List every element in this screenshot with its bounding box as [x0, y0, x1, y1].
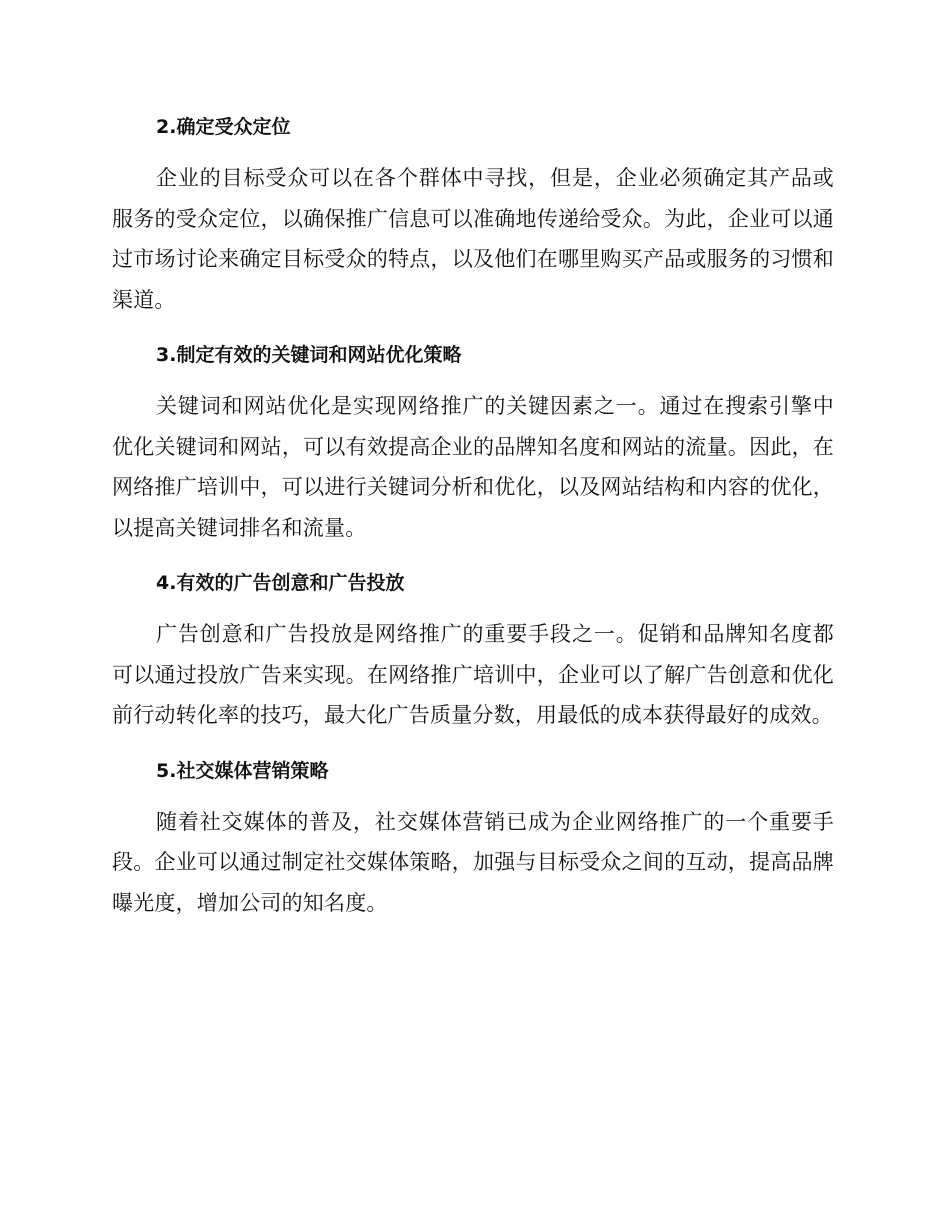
- document-page: [112, 108, 834, 939]
- section-body-social-media: 随着社交媒体的普及，社交媒体营销已成为企业网络推广的一个重要手段。企业可以通过制定社交媒体策略，加强与目标受众之间的互动，提高品牌曝光度，增加公司的知名度。: [112, 809, 834, 915]
- section-heading-advertising: 4.有效的广告创意和广告投放: [156, 572, 405, 594]
- section-body-advertising: 广告创意和广告投放是网络推广的重要手段之一。促销和品牌知名度都可以通过投放广告来实现。在网络推广培训中，企业可以了解广告创意和优化前行动转化率的技巧，最大化广告质量分数，用最低的成本获得最好的成效。: [112, 622, 834, 727]
- section-heading-social-media: 5.社交媒体营销策略: [156, 759, 329, 782]
- section-heading-audience: 2.确定受众定位: [156, 116, 291, 138]
- section-heading-keywords: 3.制定有效的关键词和网站优化策略: [156, 344, 462, 366]
- section-body-audience: 企业的目标受众可以在各个群体中寻找，但是，企业必须确定其产品或服务的受众定位，以确保推广信息可以准确地传递给受众。为此，企业可以通过市场讨论来确定目标受众的特点，以及他们在哪里购买产品或服务的习惯和渠道。: [112, 166, 834, 312]
- section-body-keywords: 关键词和网站优化是实现网络推广的关键因素之一。通过在搜索引擎中优化关键词和网站，可以有效提高企业的品牌知名度和网站的流量。因此，在网络推广培训中，可以进行关键词分析和优化，以及网站结构和内容的优化，以提高关键词排名和流量。: [112, 394, 834, 540]
